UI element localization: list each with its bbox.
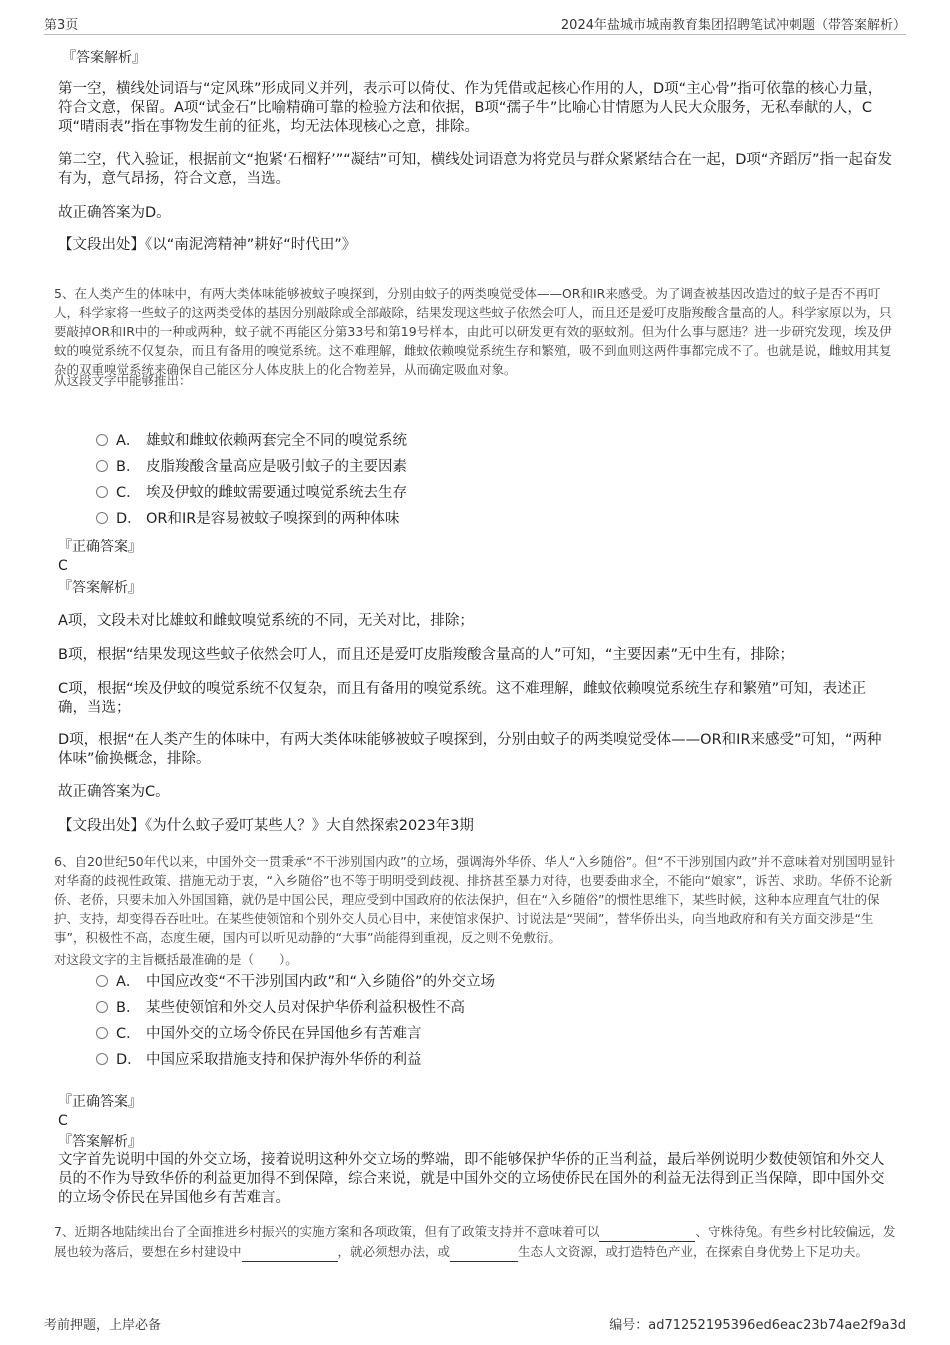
page-number: 第3页 bbox=[44, 18, 79, 33]
q5-analysis-label: 『答案解析』 bbox=[58, 580, 142, 596]
q6-option-d[interactable]: D． 中国应采取措施支持和保护海外华侨的利益 bbox=[96, 1051, 422, 1070]
radio-icon[interactable] bbox=[96, 434, 108, 446]
q6-answer: C bbox=[58, 1113, 68, 1129]
page-footer bbox=[44, 1310, 906, 1332]
radio-icon[interactable] bbox=[96, 975, 108, 987]
q5-analysis-c: C项，根据“埃及伊蚊的嗅觉系统不仅复杂，而且有备用的嗅觉系统。这不难理解，雌蚊依赖嗅觉系统生存和繁殖”可知，表述正确，当选； bbox=[58, 681, 867, 716]
q5-stem: 5、在人类产生的体味中，有两大类体味能够被蚊子嗅探到，分别由蚊子的两类嗅觉受体——OR和IR来感受。为了调查被基因改造过的蚊子是否不再叮人，科学家将一些蚊子的这两类受体的基因分别敲除或全部敲除，结果发现这些蚊子依然会叮人，而且还是爱叮皮脂羧酸含量高的人。科学家原以为，只要敲掉OR和IR中的一种或两种，蚊子就不再能区分第33号和第19号样本，由此可以研发更有效的驱蚊剂。但为什么事与愿违？进一步研究发现，埃及伊蚊的嗅觉系统不仅复杂，而且有备用的嗅觉系统。这不难理解，雌蚊依赖嗅觉系统生存和繁殖，吸不到血则这两件事都完成不了。也就是说，雌蚊用其复杂的双重嗅觉系统来确保自己能区分人体皮肤上的化合物差异，从而确定吸血对象。 bbox=[54, 286, 892, 377]
fill-blank[interactable] bbox=[599, 1222, 695, 1242]
radio-icon[interactable] bbox=[96, 1001, 108, 1013]
q6-analysis: 文字首先说明中国的外交立场，接着说明这种外交立场的弊端，即不能够保护华侨的正当利益，最后举例说明少数使领馆和外交人员的不作为导致华侨的利益更加得不到保障，综合来说，就是中国外交的立场使侨民在国外的利益无法得到正当保障，即中国外交的立场令侨民在异国他乡有苦难言。 bbox=[58, 1152, 885, 1206]
q6-option-b[interactable]: B． 某些使领馆和外交人员对保护华侨利益积极性不高 bbox=[96, 999, 465, 1018]
q5-prompt: 从这段文字中能够推出： bbox=[54, 373, 192, 388]
q5-answer: C bbox=[58, 558, 68, 574]
document-title: 2024年盐城市城南教育集团招聘笔试冲刺题（带答案解析） bbox=[560, 18, 906, 33]
q5-option-d[interactable]: D． OR和IR是容易被蚊子嗅探到的两种体味 bbox=[96, 510, 399, 529]
fill-blank[interactable] bbox=[242, 1242, 338, 1262]
radio-icon[interactable] bbox=[96, 1027, 108, 1039]
footer-slogan: 考前押题，上岸必备 bbox=[44, 1318, 162, 1333]
q5-answer-label: 『正确答案』 bbox=[58, 539, 142, 555]
q5-option-c[interactable]: C． 埃及伊蚊的雌蚊需要通过嗅觉系统去生存 bbox=[96, 484, 407, 503]
q5-option-b[interactable]: B． 皮脂羧酸含量高应是吸引蚊子的主要因素 bbox=[96, 458, 407, 477]
q6-stem: 6、自20世纪50年代以来，中国外交一贯秉承“不干涉别国内政”的立场，强调海外华侨、华人“入乡随俗”。但“不干涉别国内政”并不意味着对别国明显针对华裔的歧视性政策、措施无动于衷，“入乡随俗”也不等于明明受到歧视、排挤甚至暴力对待，也要委曲求全，不能向“娘家”，诉苦、求助。华侨不论新侨、老侨，只要未加入外国国籍，就仍是中国公民，理应受到中国政府的依法保护，但在“入乡随俗”的惯性思维下，某些时候，这种本应理直气壮的保护、支持，却变得吞吞吐吐。在某些使领馆和个别外交人员心目中，来使馆求保护、讨说法是“哭闹”，替华侨出头，向当地政府和有关方面交涉是“生事”，积极性不高，态度生硬，国内可以听见动静的“大事”尚能得到重视，反之则不免敷衍。 bbox=[54, 854, 896, 945]
q6-answer-label: 『正确答案』 bbox=[58, 1094, 142, 1110]
q5-conclusion: 故正确答案为C。 bbox=[58, 784, 170, 800]
q5-analysis-a: A项，文段未对比雄蚊和雌蚊嗅觉系统的不同，无关对比，排除； bbox=[58, 613, 474, 629]
q4-analysis-p2: 第二空，代入验证，根据前文“抱紧‘石榴籽’”“凝结”可知，横线处词语意为将党员与群众紧紧结合在一起，D项“齐蹈厉”指一起奋发有为，意气昂扬，符合文意，当选。 bbox=[58, 152, 892, 187]
q5-analysis-d: D项，根据“在人类产生的体味中，有两大类体味能够被蚊子嗅探到，分别由蚊子的两类嗅觉受体——OR和IR来感受”可知，“两种体味”偷换概念，排除。 bbox=[58, 732, 882, 767]
fill-blank[interactable] bbox=[450, 1242, 518, 1262]
q6-option-c[interactable]: C． 中国外交的立场令侨民在异国他乡有苦难言 bbox=[96, 1025, 422, 1044]
radio-icon[interactable] bbox=[96, 1053, 108, 1065]
q5-source: 【文段出处】《为什么蚊子爱叮某些人？》大自然探索2023年3期 bbox=[58, 818, 474, 834]
q6-option-a[interactable]: A． 中国应改变“不干涉别国内政”和“入乡随俗”的外交立场 bbox=[96, 973, 495, 992]
document-code: 编号：ad71252195396ed6eac23b74ae2f9a3d bbox=[609, 1318, 906, 1333]
q5-analysis-b: B项，根据“结果发现这些蚊子依然会叮人，而且还是爱叮皮脂羧酸含量高的人”可知，“主要因素”无中生有，排除； bbox=[58, 647, 794, 663]
q4-analysis-p1: 第一空，横线处词语与“定风珠”形成同义并列，表示可以倚仗、作为凭借或起核心作用的人，D项“主心骨”指可依靠的核心力量，符合文意，保留。A项“试金石”比喻精确可靠的检验方法和依据，B项“孺子牛”比喻心甘情愿为人民大众服务，无私奉献的人，C项“晴雨表”指在事物发生前的征兆，均无法体现核心之意，排除。 bbox=[58, 81, 883, 135]
q5-option-a[interactable]: A． 雄蚊和雌蚊依赖两套完全不同的嗅觉系统 bbox=[96, 432, 407, 451]
q6-prompt: 对这段文字的主旨概括最准确的是（ ）。 bbox=[54, 952, 298, 967]
q7-stem: 7、近期各地陆续出台了全面推进乡村振兴的实施方案和各项政策，但有了政策支持并不意味着可以 、守株待兔。有些乡村比较偏远，发展也较为落后，要想在乡村建设中 ，就必须想办法，或 生态人文资源，或打造特色产业，在探索自身优势上下足功夫。 bbox=[54, 1222, 896, 1262]
radio-icon[interactable] bbox=[96, 486, 108, 498]
radio-icon[interactable] bbox=[96, 512, 108, 524]
q4-conclusion: 故正确答案为D。 bbox=[58, 205, 171, 221]
q6-analysis-label: 『答案解析』 bbox=[58, 1134, 142, 1150]
q4-analysis-label: 『答案解析』 bbox=[62, 50, 146, 66]
radio-icon[interactable] bbox=[96, 460, 108, 472]
q4-source: 【文段出处】《以“南泥湾精神”耕好“时代田”》 bbox=[58, 237, 357, 253]
page-header bbox=[44, 12, 906, 35]
